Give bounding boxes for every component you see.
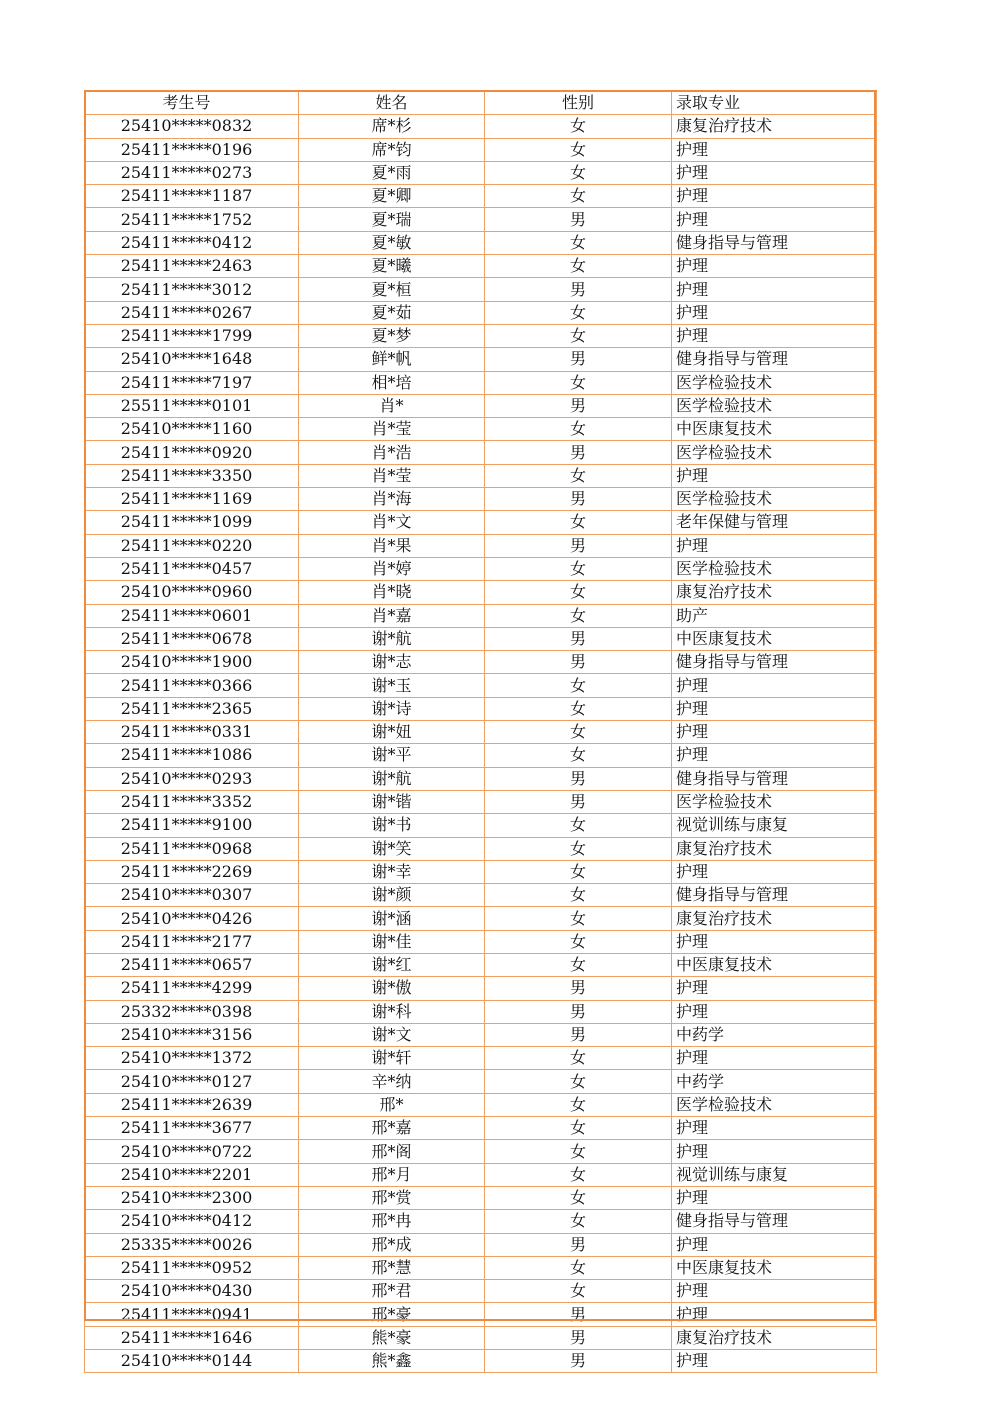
- table-row: [85, 115, 877, 138]
- cell-sex: 女: [485, 814, 672, 837]
- cell-id: 25411*****0412: [85, 231, 299, 254]
- cell-major: 护理: [672, 744, 877, 767]
- cell-name: 谢*航: [299, 627, 485, 650]
- cell-sex: 男: [485, 441, 672, 464]
- cell-name: 熊*豪: [299, 1326, 485, 1349]
- cell-id: 25410*****0426: [85, 907, 299, 930]
- table-row: [85, 744, 877, 767]
- cell-major: 健身指导与管理: [672, 767, 877, 790]
- table-row: [85, 324, 877, 347]
- cell-name: 邢*赏: [299, 1186, 485, 1209]
- cell-sex: 女: [485, 1070, 672, 1093]
- cell-sex: 女: [485, 1093, 672, 1116]
- table-row: [85, 651, 877, 674]
- cell-id: 25411*****1752: [85, 208, 299, 231]
- cell-name: 肖*嘉: [299, 604, 485, 627]
- cell-id: 25411*****0657: [85, 953, 299, 976]
- cell-sex: 女: [485, 744, 672, 767]
- table-row: [85, 301, 877, 324]
- table-row: [85, 1280, 877, 1303]
- cell-id: 25411*****3350: [85, 464, 299, 487]
- cell-name: 谢*玉: [299, 674, 485, 697]
- cell-major: 中医康复技术: [672, 418, 877, 441]
- header-name: 姓名: [299, 91, 485, 115]
- cell-name: 肖*海: [299, 488, 485, 511]
- cell-sex: 男: [485, 790, 672, 813]
- cell-sex: 男: [485, 1350, 672, 1373]
- cell-sex: 女: [485, 1210, 672, 1233]
- cell-sex: 女: [485, 255, 672, 278]
- cell-name: 谢*红: [299, 953, 485, 976]
- cell-sex: 女: [485, 161, 672, 184]
- cell-major: 护理: [672, 697, 877, 720]
- cell-major: 健身指导与管理: [672, 1210, 877, 1233]
- cell-id: 25411*****0920: [85, 441, 299, 464]
- cell-name: 邢*慧: [299, 1256, 485, 1279]
- header-major: 录取专业: [672, 91, 877, 115]
- table-row: [85, 953, 877, 976]
- cell-major: 护理: [672, 1047, 877, 1070]
- cell-major: 护理: [672, 161, 877, 184]
- cell-sex: 女: [485, 581, 672, 604]
- table-row: [85, 1256, 877, 1279]
- cell-sex: 女: [485, 138, 672, 161]
- cell-id: 25410*****0127: [85, 1070, 299, 1093]
- cell-sex: 女: [485, 1163, 672, 1186]
- table-row: [85, 674, 877, 697]
- cell-id: 25411*****2177: [85, 930, 299, 953]
- cell-id: 25411*****9100: [85, 814, 299, 837]
- cell-id: 25410*****3156: [85, 1023, 299, 1046]
- table-row: [85, 488, 877, 511]
- cell-sex: 女: [485, 418, 672, 441]
- table-row: [85, 464, 877, 487]
- cell-id: 25410*****0144: [85, 1350, 299, 1373]
- cell-sex: 女: [485, 1280, 672, 1303]
- cell-id: 25411*****3352: [85, 790, 299, 813]
- cell-name: 谢*妞: [299, 721, 485, 744]
- cell-major: 中医康复技术: [672, 953, 877, 976]
- cell-major: 护理: [672, 464, 877, 487]
- table-row: [85, 441, 877, 464]
- table-row: [85, 767, 877, 790]
- cell-sex: 男: [485, 1023, 672, 1046]
- cell-name: 邢*阁: [299, 1140, 485, 1163]
- cell-sex: 女: [485, 511, 672, 534]
- cell-name: 邢*: [299, 1093, 485, 1116]
- cell-name: 夏*雨: [299, 161, 485, 184]
- cell-id: 25335*****0026: [85, 1233, 299, 1256]
- cell-name: 肖*莹: [299, 464, 485, 487]
- cell-sex: 男: [485, 1326, 672, 1349]
- cell-major: 医学检验技术: [672, 557, 877, 580]
- cell-id: 25411*****2639: [85, 1093, 299, 1116]
- cell-name: 谢*文: [299, 1023, 485, 1046]
- cell-major: 护理: [672, 1000, 877, 1023]
- cell-sex: 男: [485, 208, 672, 231]
- cell-id: 25411*****0678: [85, 627, 299, 650]
- cell-major: 中医康复技术: [672, 627, 877, 650]
- table-row: [85, 814, 877, 837]
- cell-name: 谢*平: [299, 744, 485, 767]
- cell-sex: 女: [485, 953, 672, 976]
- cell-id: 25411*****4299: [85, 977, 299, 1000]
- table-row: [85, 1326, 877, 1349]
- table-row: [85, 1117, 877, 1140]
- cell-id: 25411*****0601: [85, 604, 299, 627]
- table-row: [85, 604, 877, 627]
- table-row: [85, 185, 877, 208]
- cell-id: 25410*****0960: [85, 581, 299, 604]
- cell-name: 邢*嘉: [299, 1117, 485, 1140]
- table-row: [85, 1233, 877, 1256]
- table-row: [85, 138, 877, 161]
- table-row: [85, 418, 877, 441]
- cell-major: 助产: [672, 604, 877, 627]
- cell-name: 肖*文: [299, 511, 485, 534]
- cell-name: 邢*君: [299, 1280, 485, 1303]
- table-row: [85, 255, 877, 278]
- admission-table: [84, 90, 877, 1373]
- table-row: [85, 1000, 877, 1023]
- cell-name: 肖*莹: [299, 418, 485, 441]
- cell-id: 25411*****1169: [85, 488, 299, 511]
- cell-major: 康复治疗技术: [672, 581, 877, 604]
- cell-major: 康复治疗技术: [672, 837, 877, 860]
- cell-major: 中药学: [672, 1023, 877, 1046]
- cell-major: 护理: [672, 1303, 877, 1326]
- cell-id: 25410*****0832: [85, 115, 299, 138]
- cell-name: 夏*桓: [299, 278, 485, 301]
- cell-name: 夏*茹: [299, 301, 485, 324]
- cell-sex: 女: [485, 185, 672, 208]
- cell-sex: 女: [485, 930, 672, 953]
- table-row: [85, 1303, 877, 1326]
- cell-major: 护理: [672, 1350, 877, 1373]
- cell-sex: 女: [485, 721, 672, 744]
- cell-major: 医学检验技术: [672, 1093, 877, 1116]
- cell-major: 医学检验技术: [672, 394, 877, 417]
- table-row: [85, 534, 877, 557]
- table-row: [85, 1093, 877, 1116]
- cell-id: 25511*****0101: [85, 394, 299, 417]
- cell-major: 护理: [672, 208, 877, 231]
- table-row: [85, 1047, 877, 1070]
- table-row: [85, 161, 877, 184]
- cell-id: 25410*****1648: [85, 348, 299, 371]
- cell-name: 谢*佳: [299, 930, 485, 953]
- table-row: [85, 697, 877, 720]
- cell-name: 夏*瑞: [299, 208, 485, 231]
- cell-name: 谢*幸: [299, 860, 485, 883]
- cell-id: 25411*****0968: [85, 837, 299, 860]
- cell-id: 25332*****0398: [85, 1000, 299, 1023]
- cell-name: 谢*书: [299, 814, 485, 837]
- cell-major: 中药学: [672, 1070, 877, 1093]
- table-row: [85, 208, 877, 231]
- cell-name: 鲜*帆: [299, 348, 485, 371]
- table-row: [85, 627, 877, 650]
- cell-name: 邢*月: [299, 1163, 485, 1186]
- cell-major: 护理: [672, 1117, 877, 1140]
- cell-id: 25410*****2300: [85, 1186, 299, 1209]
- cell-id: 25411*****1086: [85, 744, 299, 767]
- table-row: [85, 930, 877, 953]
- cell-sex: 男: [485, 651, 672, 674]
- cell-name: 熊*鑫: [299, 1350, 485, 1373]
- table-row: [85, 860, 877, 883]
- cell-name: 肖*果: [299, 534, 485, 557]
- cell-sex: 男: [485, 534, 672, 557]
- cell-major: 康复治疗技术: [672, 907, 877, 930]
- cell-id: 25411*****0196: [85, 138, 299, 161]
- header-row: [85, 91, 877, 115]
- cell-name: 谢*锴: [299, 790, 485, 813]
- table-body: [85, 115, 877, 1373]
- table-row: [85, 1070, 877, 1093]
- cell-sex: 女: [485, 884, 672, 907]
- cell-id: 25411*****0457: [85, 557, 299, 580]
- cell-major: 护理: [672, 278, 877, 301]
- cell-sex: 女: [485, 604, 672, 627]
- table-row: [85, 1140, 877, 1163]
- table-row: [85, 977, 877, 1000]
- table-row: [85, 557, 877, 580]
- cell-id: 25411*****0952: [85, 1256, 299, 1279]
- cell-sex: 男: [485, 767, 672, 790]
- table-row: [85, 721, 877, 744]
- cell-name: 相*培: [299, 371, 485, 394]
- cell-sex: 女: [485, 697, 672, 720]
- cell-major: 康复治疗技术: [672, 115, 877, 138]
- cell-major: 护理: [672, 301, 877, 324]
- cell-name: 席*钧: [299, 138, 485, 161]
- cell-id: 25411*****3012: [85, 278, 299, 301]
- cell-id: 25411*****0331: [85, 721, 299, 744]
- cell-id: 25410*****1372: [85, 1047, 299, 1070]
- cell-major: 医学检验技术: [672, 790, 877, 813]
- cell-name: 夏*曦: [299, 255, 485, 278]
- cell-major: 护理: [672, 534, 877, 557]
- header-sex: 性别: [485, 91, 672, 115]
- cell-major: 护理: [672, 721, 877, 744]
- table-row: [85, 1350, 877, 1373]
- cell-name: 谢*航: [299, 767, 485, 790]
- table-row: [85, 371, 877, 394]
- cell-name: 夏*卿: [299, 185, 485, 208]
- cell-sex: 女: [485, 464, 672, 487]
- table-row: [85, 394, 877, 417]
- cell-sex: 女: [485, 907, 672, 930]
- cell-sex: 女: [485, 115, 672, 138]
- cell-id: 25410*****0307: [85, 884, 299, 907]
- cell-id: 25411*****1799: [85, 324, 299, 347]
- cell-major: 康复治疗技术: [672, 1326, 877, 1349]
- cell-sex: 女: [485, 1140, 672, 1163]
- table-row: [85, 790, 877, 813]
- table-row: [85, 1023, 877, 1046]
- cell-sex: 男: [485, 977, 672, 1000]
- cell-sex: 女: [485, 860, 672, 883]
- cell-major: 护理: [672, 1233, 877, 1256]
- cell-name: 谢*笑: [299, 837, 485, 860]
- cell-name: 谢*诗: [299, 697, 485, 720]
- cell-sex: 女: [485, 674, 672, 697]
- cell-sex: 男: [485, 394, 672, 417]
- cell-name: 谢*涵: [299, 907, 485, 930]
- cell-major: 医学检验技术: [672, 488, 877, 511]
- cell-sex: 女: [485, 1186, 672, 1209]
- cell-sex: 男: [485, 1303, 672, 1326]
- cell-major: 视觉训练与康复: [672, 814, 877, 837]
- cell-id: 25410*****1160: [85, 418, 299, 441]
- cell-name: 席*杉: [299, 115, 485, 138]
- cell-name: 谢*科: [299, 1000, 485, 1023]
- cell-sex: 女: [485, 301, 672, 324]
- cell-major: 健身指导与管理: [672, 884, 877, 907]
- cell-id: 25411*****0273: [85, 161, 299, 184]
- cell-sex: 女: [485, 371, 672, 394]
- cell-sex: 女: [485, 1047, 672, 1070]
- cell-id: 25411*****1646: [85, 1326, 299, 1349]
- cell-sex: 女: [485, 837, 672, 860]
- cell-sex: 女: [485, 231, 672, 254]
- cell-sex: 男: [485, 348, 672, 371]
- cell-name: 肖*: [299, 394, 485, 417]
- table-row: [85, 511, 877, 534]
- cell-major: 护理: [672, 255, 877, 278]
- cell-sex: 女: [485, 1117, 672, 1140]
- cell-major: 护理: [672, 324, 877, 347]
- cell-major: 健身指导与管理: [672, 651, 877, 674]
- cell-sex: 男: [485, 1000, 672, 1023]
- cell-major: 护理: [672, 1280, 877, 1303]
- table-row: [85, 278, 877, 301]
- cell-name: 谢*志: [299, 651, 485, 674]
- cell-id: 25410*****1900: [85, 651, 299, 674]
- cell-name: 谢*傲: [299, 977, 485, 1000]
- cell-major: 护理: [672, 1186, 877, 1209]
- cell-id: 25411*****0941: [85, 1303, 299, 1326]
- cell-sex: 女: [485, 557, 672, 580]
- cell-id: 25411*****0366: [85, 674, 299, 697]
- cell-id: 25411*****1187: [85, 185, 299, 208]
- cell-id: 25411*****1099: [85, 511, 299, 534]
- cell-sex: 男: [485, 627, 672, 650]
- table-row: [85, 1210, 877, 1233]
- cell-sex: 女: [485, 1256, 672, 1279]
- cell-id: 25411*****3677: [85, 1117, 299, 1140]
- cell-name: 邢*冉: [299, 1210, 485, 1233]
- cell-major: 老年保健与管理: [672, 511, 877, 534]
- table-row: [85, 1163, 877, 1186]
- table-row: [85, 348, 877, 371]
- header-id: 考生号: [85, 91, 299, 115]
- cell-major: 视觉训练与康复: [672, 1163, 877, 1186]
- cell-id: 25410*****0722: [85, 1140, 299, 1163]
- cell-name: 谢*颜: [299, 884, 485, 907]
- cell-name: 肖*婷: [299, 557, 485, 580]
- cell-sex: 女: [485, 324, 672, 347]
- cell-major: 护理: [672, 930, 877, 953]
- cell-major: 健身指导与管理: [672, 231, 877, 254]
- cell-major: 医学检验技术: [672, 371, 877, 394]
- cell-id: 25410*****0430: [85, 1280, 299, 1303]
- cell-name: 肖*浩: [299, 441, 485, 464]
- table-row: [85, 884, 877, 907]
- cell-id: 25411*****2269: [85, 860, 299, 883]
- cell-sex: 男: [485, 488, 672, 511]
- cell-major: 护理: [672, 185, 877, 208]
- cell-name: 肖*晓: [299, 581, 485, 604]
- cell-major: 医学检验技术: [672, 441, 877, 464]
- cell-name: 夏*敏: [299, 231, 485, 254]
- cell-id: 25411*****0220: [85, 534, 299, 557]
- cell-sex: 男: [485, 278, 672, 301]
- cell-id: 25411*****7197: [85, 371, 299, 394]
- cell-major: 中医康复技术: [672, 1256, 877, 1279]
- table-row: [85, 837, 877, 860]
- cell-major: 护理: [672, 860, 877, 883]
- cell-id: 25411*****2365: [85, 697, 299, 720]
- cell-id: 25411*****2463: [85, 255, 299, 278]
- cell-major: 护理: [672, 674, 877, 697]
- cell-name: 邢*成: [299, 1233, 485, 1256]
- cell-name: 谢*轩: [299, 1047, 485, 1070]
- cell-name: 夏*梦: [299, 324, 485, 347]
- cell-major: 护理: [672, 1140, 877, 1163]
- cell-major: 护理: [672, 977, 877, 1000]
- table-row: [85, 231, 877, 254]
- table-row: [85, 1186, 877, 1209]
- table-row: [85, 581, 877, 604]
- cell-major: 护理: [672, 138, 877, 161]
- cell-name: 邢*豪: [299, 1303, 485, 1326]
- cell-id: 25410*****2201: [85, 1163, 299, 1186]
- cell-id: 25410*****0412: [85, 1210, 299, 1233]
- cell-sex: 男: [485, 1233, 672, 1256]
- table-row: [85, 907, 877, 930]
- cell-major: 健身指导与管理: [672, 348, 877, 371]
- cell-name: 辛*纳: [299, 1070, 485, 1093]
- cell-id: 25411*****0267: [85, 301, 299, 324]
- cell-id: 25410*****0293: [85, 767, 299, 790]
